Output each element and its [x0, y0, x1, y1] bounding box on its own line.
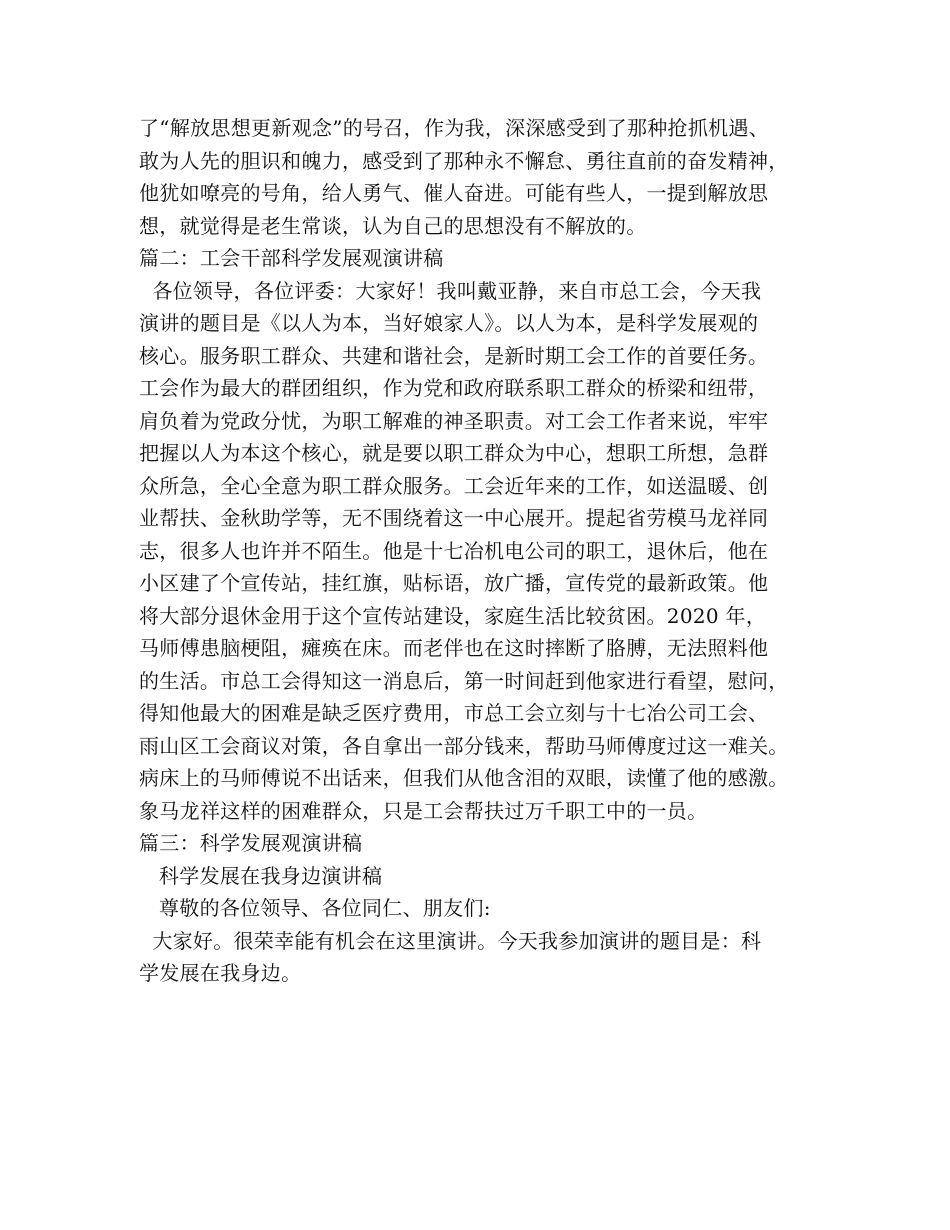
- paragraph-line: 敢为人先的胆识和魄力，感受到了那种永不懈怠、勇往直前的奋发精神，: [139, 148, 789, 173]
- paragraph-line: 学发展在我身边。: [139, 961, 302, 985]
- paragraph-line: 马师傅患脑梗阻，瘫痪在床。而老伴也在这时摔断了胳膊，无法照料他: [139, 636, 769, 660]
- section-heading: 篇二：工会干部科学发展观演讲稿: [139, 246, 444, 270]
- paragraph-line: 雨山区工会商议对策，各自拿出一部分钱来，帮助马师傅度过这一难关。: [139, 733, 789, 758]
- paragraph-line: 志，很多人也许并不陌生。他是十七冶机电公司的职工，退休后，他在: [139, 538, 769, 563]
- paragraph-line: 工会作为最大的群团组织，作为党和政府联系职工群众的桥梁和纽带，: [139, 376, 769, 400]
- subtitle-line: 科学发展在我身边演讲稿: [139, 863, 383, 888]
- paragraph-line: 了“解放思想更新观念”的号召，作为我，深深感受到了那种抢抓机遇、: [139, 116, 770, 140]
- paragraph-line: 想，就觉得是老生常谈，认为自己的思想没有不解放的。: [139, 213, 647, 238]
- paragraph-line: 演讲的题目是《以人为本，当好娘家人》。以人为本，是科学发展观的: [139, 311, 759, 335]
- paragraph-line: 肩负着为党政分忧，为职工解难的神圣职责。对工会工作者来说，牢牢: [139, 408, 769, 433]
- salutation-line: 尊敬的各位领导、各位同仁、朋友们:: [139, 896, 491, 920]
- paragraph-line: 各位领导，各位评委：大家好！我叫戴亚静，来自市总工会，今天我: [139, 278, 762, 303]
- paragraph-line: 业帮扶、金秋助学等，无不围绕着这一中心展开。提起省劳模马龙祥同: [139, 506, 769, 530]
- paragraph-line: 众所急，全心全意为职工群众服务。工会近年来的工作，如送温暖、创: [139, 473, 769, 498]
- paragraph-line: 核心。服务职工群众、共建和谐社会，是新时期工会工作的首要任务。: [139, 343, 769, 368]
- paragraph-line: 象马龙祥这样的困难群众，只是工会帮扶过万千职工中的一员。: [139, 798, 708, 823]
- paragraph-line: 小区建了个宣传站，挂红旗，贴标语，放广播，宣传党的最新政策。他: [139, 571, 769, 595]
- paragraph-line: 将大部分退休金用于这个宣传站建设，家庭生活比较贫困。2020 年，: [139, 603, 767, 628]
- paragraph-line: 病床上的马师傅说不出话来，但我们从他含泪的双眼，读懂了他的感激。: [139, 766, 789, 790]
- paragraph-line: 他犹如嘹亮的号角，给人勇气、催人奋进。可能有些人，一提到解放思: [139, 181, 769, 205]
- paragraph-line: 把握以人为本这个核心，就是要以职工群众为中心，想职工所想，急群: [139, 441, 769, 465]
- document-body: [139, 112, 829, 990]
- paragraph-line: 大家好。很荣幸能有机会在这里演讲。今天我参加演讲的题目是：科: [139, 928, 762, 953]
- paragraph-line: 得知他最大的困难是缺乏医疗费用，市总工会立刻与十七冶公司工会、: [139, 701, 769, 725]
- paragraph-line: 的生活。市总工会得知这一消息后，第一时间赶到他家进行看望，慰问，: [139, 668, 789, 693]
- section-heading: 篇三：科学发展观演讲稿: [139, 831, 363, 855]
